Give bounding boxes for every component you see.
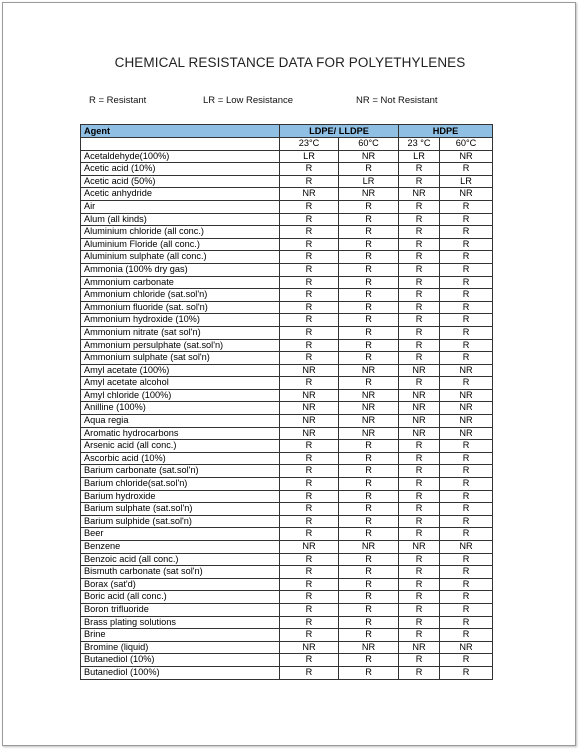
rating-hdpe-23c-cell: R xyxy=(399,465,440,478)
rating-hdpe-23c-cell: NR xyxy=(399,541,440,554)
rating-hdpe-23c-cell: NR xyxy=(399,402,440,415)
table-row xyxy=(81,478,493,491)
table-row xyxy=(81,175,493,188)
rating-hdpe-60c-cell: R xyxy=(440,528,493,541)
rating-ldpe-60c-cell: R xyxy=(339,238,399,251)
rating-ldpe-60c-cell: R xyxy=(339,503,399,516)
table-row xyxy=(81,553,493,566)
rating-ldpe-60c-cell: R xyxy=(339,263,399,276)
page-title: CHEMICAL RESISTANCE DATA FOR POLYETHYLENES xyxy=(114,55,466,70)
rating-hdpe-60c-cell: R xyxy=(440,553,493,566)
rating-hdpe-23c-cell: R xyxy=(399,566,440,579)
rating-ldpe-60c-cell: R xyxy=(339,200,399,213)
rating-ldpe-60c-cell: R xyxy=(339,352,399,365)
table-row xyxy=(81,440,493,453)
agent-name-cell: Butanediol (10%) xyxy=(81,654,280,667)
rating-ldpe-60c-cell: NR xyxy=(339,415,399,428)
rating-hdpe-60c-cell: R xyxy=(440,326,493,339)
rating-ldpe-23c-cell: NR xyxy=(280,389,339,402)
table-row xyxy=(81,415,493,428)
rating-ldpe-60c-cell: R xyxy=(339,616,399,629)
rating-ldpe-60c-cell: R xyxy=(339,289,399,302)
rating-ldpe-23c-cell: R xyxy=(280,301,339,314)
table-row xyxy=(81,301,493,314)
table-row xyxy=(81,629,493,642)
rating-hdpe-60c-cell: R xyxy=(440,616,493,629)
rating-ldpe-60c-cell: NR xyxy=(339,389,399,402)
rating-ldpe-60c-cell: R xyxy=(339,629,399,642)
rating-hdpe-23c-cell: R xyxy=(399,301,440,314)
rating-hdpe-23c-cell: R xyxy=(399,616,440,629)
rating-hdpe-60c-cell: R xyxy=(440,339,493,352)
table-row xyxy=(81,150,493,163)
rating-hdpe-60c-cell: NR xyxy=(440,389,493,402)
rating-hdpe-23c-cell: R xyxy=(399,326,440,339)
rating-ldpe-23c-cell: R xyxy=(280,238,339,251)
legend-not-resistant: NR = Not Resistant xyxy=(356,95,438,106)
rating-ldpe-23c-cell: NR xyxy=(280,364,339,377)
agent-name-cell: Boron trifluoride xyxy=(81,603,280,616)
agent-header: Agent xyxy=(81,125,280,138)
table-row xyxy=(81,591,493,604)
table-row xyxy=(81,503,493,516)
rating-ldpe-60c-cell: NR xyxy=(339,188,399,201)
agent-name-cell: Ammonium fluoride (sat. sol'n) xyxy=(81,301,280,314)
rating-ldpe-23c-cell: NR xyxy=(280,541,339,554)
table-row xyxy=(81,490,493,503)
rating-ldpe-23c-cell: R xyxy=(280,339,339,352)
rating-hdpe-23c-cell: R xyxy=(399,452,440,465)
agent-name-cell: Aromatic hydrocarbons xyxy=(81,427,280,440)
rating-hdpe-60c-cell: NR xyxy=(440,427,493,440)
agent-name-cell: Aqua regia xyxy=(81,415,280,428)
rating-ldpe-23c-cell: R xyxy=(280,515,339,528)
rating-hdpe-60c-cell: R xyxy=(440,490,493,503)
rating-ldpe-23c-cell: NR xyxy=(280,641,339,654)
rating-hdpe-60c-cell: R xyxy=(440,226,493,239)
rating-hdpe-23c-cell: R xyxy=(399,163,440,176)
rating-ldpe-60c-cell: R xyxy=(339,591,399,604)
rating-hdpe-60c-cell: R xyxy=(440,377,493,390)
rating-hdpe-60c-cell: R xyxy=(440,213,493,226)
rating-ldpe-60c-cell: NR xyxy=(339,641,399,654)
rating-ldpe-60c-cell: R xyxy=(339,276,399,289)
legend-resistant: R = Resistant xyxy=(89,95,147,106)
temp-ldpe-60: 60°C xyxy=(339,138,399,151)
agent-name-cell: Alum (all kinds) xyxy=(81,213,280,226)
rating-hdpe-23c-cell: R xyxy=(399,263,440,276)
agent-name-cell: Aluminium sulphate (all conc.) xyxy=(81,251,280,264)
resistance-table xyxy=(80,124,493,680)
rating-hdpe-23c-cell: R xyxy=(399,352,440,365)
agent-name-cell: Bromine (liquid) xyxy=(81,641,280,654)
rating-hdpe-60c-cell: NR xyxy=(440,641,493,654)
rating-hdpe-60c-cell: R xyxy=(440,200,493,213)
hdpe-header: HDPE xyxy=(399,125,493,138)
rating-ldpe-60c-cell: R xyxy=(339,465,399,478)
table-header-row xyxy=(81,125,493,138)
rating-hdpe-60c-cell: NR xyxy=(440,541,493,554)
table-row xyxy=(81,213,493,226)
rating-ldpe-60c-cell: R xyxy=(339,666,399,679)
rating-ldpe-60c-cell: R xyxy=(339,440,399,453)
rating-ldpe-23c-cell: R xyxy=(280,490,339,503)
rating-ldpe-23c-cell: R xyxy=(280,503,339,516)
table-row xyxy=(81,616,493,629)
agent-name-cell: Arsenic acid (all conc.) xyxy=(81,440,280,453)
agent-name-cell: Ammonia (100% dry gas) xyxy=(81,263,280,276)
table-row xyxy=(81,314,493,327)
rating-ldpe-23c-cell: R xyxy=(280,666,339,679)
rating-hdpe-23c-cell: R xyxy=(399,503,440,516)
rating-ldpe-23c-cell: NR xyxy=(280,402,339,415)
rating-hdpe-60c-cell: R xyxy=(440,603,493,616)
rating-ldpe-60c-cell: R xyxy=(339,490,399,503)
table-row xyxy=(81,402,493,415)
rating-ldpe-60c-cell: NR xyxy=(339,150,399,163)
agent-name-cell: Aluminium Floride (all conc.) xyxy=(81,238,280,251)
rating-hdpe-60c-cell: R xyxy=(440,566,493,579)
rating-ldpe-60c-cell: R xyxy=(339,553,399,566)
agent-name-cell: Boric acid (all conc.) xyxy=(81,591,280,604)
rating-ldpe-60c-cell: R xyxy=(339,339,399,352)
rating-hdpe-23c-cell: R xyxy=(399,528,440,541)
rating-hdpe-23c-cell: NR xyxy=(399,415,440,428)
agent-name-cell: Barium chloride(sat.sol'n) xyxy=(81,478,280,491)
document-page xyxy=(2,2,576,746)
ldpe-lldpe-header: LDPE/ LLDPE xyxy=(280,125,399,138)
agent-name-cell: Barium carbonate (sat.sol'n) xyxy=(81,465,280,478)
table-row xyxy=(81,566,493,579)
rating-hdpe-60c-cell: R xyxy=(440,452,493,465)
temp-hdpe-60: 60°C xyxy=(440,138,493,151)
table-row xyxy=(81,528,493,541)
rating-ldpe-23c-cell: R xyxy=(280,314,339,327)
table-row xyxy=(81,427,493,440)
table-row xyxy=(81,364,493,377)
rating-hdpe-23c-cell: R xyxy=(399,226,440,239)
rating-hdpe-23c-cell: NR xyxy=(399,188,440,201)
table-row xyxy=(81,578,493,591)
agent-name-cell: Ammonium nitrate (sat sol'n) xyxy=(81,326,280,339)
rating-ldpe-23c-cell: R xyxy=(280,629,339,642)
agent-name-cell: Barium sulphide (sat.sol'n) xyxy=(81,515,280,528)
rating-ldpe-23c-cell: R xyxy=(280,163,339,176)
temperature-row-blank xyxy=(81,138,280,151)
rating-hdpe-60c-cell: R xyxy=(440,503,493,516)
temp-ldpe-23: 23°C xyxy=(280,138,339,151)
rating-hdpe-23c-cell: R xyxy=(399,251,440,264)
table-row xyxy=(81,200,493,213)
rating-ldpe-23c-cell: R xyxy=(280,200,339,213)
rating-ldpe-23c-cell: NR xyxy=(280,188,339,201)
rating-ldpe-60c-cell: R xyxy=(339,478,399,491)
table-row xyxy=(81,339,493,352)
rating-ldpe-23c-cell: R xyxy=(280,377,339,390)
rating-ldpe-23c-cell: R xyxy=(280,452,339,465)
rating-ldpe-60c-cell: NR xyxy=(339,402,399,415)
agent-name-cell: Ammonium hydroxide (10%) xyxy=(81,314,280,327)
table-row xyxy=(81,389,493,402)
agent-name-cell: Benzoic acid (all conc.) xyxy=(81,553,280,566)
agent-name-cell: Borax (sat'd) xyxy=(81,578,280,591)
rating-hdpe-23c-cell: NR xyxy=(399,389,440,402)
temperature-row xyxy=(81,138,493,151)
rating-hdpe-60c-cell: R xyxy=(440,352,493,365)
rating-ldpe-60c-cell: R xyxy=(339,654,399,667)
agent-name-cell: Air xyxy=(81,200,280,213)
rating-hdpe-60c-cell: NR xyxy=(440,150,493,163)
rating-ldpe-60c-cell: NR xyxy=(339,541,399,554)
table-row xyxy=(81,654,493,667)
table-row xyxy=(81,641,493,654)
rating-ldpe-60c-cell: R xyxy=(339,213,399,226)
agent-name-cell: Beer xyxy=(81,528,280,541)
rating-hdpe-60c-cell: NR xyxy=(440,415,493,428)
agent-name-cell: Aluminium chloride (all conc.) xyxy=(81,226,280,239)
rating-hdpe-23c-cell: R xyxy=(399,377,440,390)
table-row xyxy=(81,289,493,302)
rating-ldpe-23c-cell: NR xyxy=(280,415,339,428)
table-row xyxy=(81,603,493,616)
rating-ldpe-23c-cell: R xyxy=(280,566,339,579)
rating-hdpe-23c-cell: NR xyxy=(399,427,440,440)
agent-name-cell: Amyl acetate (100%) xyxy=(81,364,280,377)
agent-name-cell: Barium hydroxide xyxy=(81,490,280,503)
agent-name-cell: Amyl acetate alcohol xyxy=(81,377,280,390)
rating-ldpe-23c-cell: R xyxy=(280,175,339,188)
rating-hdpe-60c-cell: R xyxy=(440,578,493,591)
rating-ldpe-60c-cell: R xyxy=(339,528,399,541)
table-row xyxy=(81,377,493,390)
table-row xyxy=(81,666,493,679)
rating-hdpe-23c-cell: R xyxy=(399,440,440,453)
rating-ldpe-60c-cell: R xyxy=(339,603,399,616)
rating-ldpe-60c-cell: R xyxy=(339,314,399,327)
temp-hdpe-23: 23 °C xyxy=(399,138,440,151)
agent-name-cell: Acetic acid (50%) xyxy=(81,175,280,188)
rating-ldpe-23c-cell: R xyxy=(280,440,339,453)
rating-hdpe-23c-cell: R xyxy=(399,478,440,491)
rating-ldpe-60c-cell: NR xyxy=(339,427,399,440)
rating-hdpe-23c-cell: R xyxy=(399,578,440,591)
legend-low-resistance: LR = Low Resistance xyxy=(203,95,294,106)
agent-name-cell: Barium sulphate (sat.sol'n) xyxy=(81,503,280,516)
rating-hdpe-60c-cell: R xyxy=(440,289,493,302)
rating-hdpe-23c-cell: R xyxy=(399,654,440,667)
rating-hdpe-23c-cell: R xyxy=(399,289,440,302)
rating-ldpe-23c-cell: R xyxy=(280,465,339,478)
rating-hdpe-23c-cell: R xyxy=(399,213,440,226)
rating-hdpe-60c-cell: R xyxy=(440,301,493,314)
agent-name-cell: Amyl chloride (100%) xyxy=(81,389,280,402)
rating-ldpe-23c-cell: R xyxy=(280,528,339,541)
rating-hdpe-60c-cell: R xyxy=(440,251,493,264)
rating-hdpe-23c-cell: R xyxy=(399,515,440,528)
agent-name-cell: Brass plating solutions xyxy=(81,616,280,629)
rating-ldpe-60c-cell: R xyxy=(339,251,399,264)
rating-ldpe-23c-cell: R xyxy=(280,263,339,276)
table-row xyxy=(81,326,493,339)
rating-hdpe-60c-cell: R xyxy=(440,591,493,604)
rating-hdpe-60c-cell: NR xyxy=(440,402,493,415)
rating-ldpe-60c-cell: NR xyxy=(339,364,399,377)
agent-name-cell: Ammonium sulphate (sat sol'n) xyxy=(81,352,280,365)
rating-hdpe-23c-cell: R xyxy=(399,629,440,642)
rating-hdpe-23c-cell: NR xyxy=(399,364,440,377)
rating-ldpe-23c-cell: R xyxy=(280,213,339,226)
agent-name-cell: Acetic acid (10%) xyxy=(81,163,280,176)
table-row xyxy=(81,251,493,264)
rating-ldpe-60c-cell: R xyxy=(339,578,399,591)
agent-name-cell: Ascorbic acid (10%) xyxy=(81,452,280,465)
rating-ldpe-23c-cell: R xyxy=(280,578,339,591)
rating-hdpe-23c-cell: R xyxy=(399,490,440,503)
table-row xyxy=(81,188,493,201)
table-row xyxy=(81,352,493,365)
rating-hdpe-60c-cell: NR xyxy=(440,364,493,377)
agent-name-cell: Ammonium chloride (sat.sol'n) xyxy=(81,289,280,302)
rating-ldpe-23c-cell: R xyxy=(280,591,339,604)
rating-ldpe-23c-cell: R xyxy=(280,603,339,616)
rating-hdpe-23c-cell: R xyxy=(399,553,440,566)
rating-ldpe-23c-cell: NR xyxy=(280,427,339,440)
rating-hdpe-60c-cell: R xyxy=(440,629,493,642)
rating-ldpe-23c-cell: R xyxy=(280,654,339,667)
rating-hdpe-60c-cell: LR xyxy=(440,175,493,188)
table-row xyxy=(81,226,493,239)
rating-ldpe-60c-cell: R xyxy=(339,226,399,239)
rating-ldpe-60c-cell: LR xyxy=(339,175,399,188)
rating-hdpe-23c-cell: NR xyxy=(399,641,440,654)
rating-hdpe-60c-cell: R xyxy=(440,654,493,667)
rating-ldpe-60c-cell: R xyxy=(339,377,399,390)
rating-ldpe-60c-cell: R xyxy=(339,301,399,314)
rating-hdpe-60c-cell: R xyxy=(440,465,493,478)
rating-hdpe-23c-cell: R xyxy=(399,175,440,188)
table-row xyxy=(81,163,493,176)
rating-hdpe-60c-cell: R xyxy=(440,666,493,679)
rating-hdpe-23c-cell: LR xyxy=(399,150,440,163)
rating-ldpe-23c-cell: LR xyxy=(280,150,339,163)
rating-ldpe-60c-cell: R xyxy=(339,452,399,465)
rating-ldpe-23c-cell: R xyxy=(280,616,339,629)
agent-name-cell: Butanediol (100%) xyxy=(81,666,280,679)
rating-ldpe-23c-cell: R xyxy=(280,553,339,566)
rating-ldpe-60c-cell: R xyxy=(339,163,399,176)
agent-name-cell: Bismuth carbonate (sat sol'n) xyxy=(81,566,280,579)
rating-ldpe-23c-cell: R xyxy=(280,352,339,365)
rating-ldpe-23c-cell: R xyxy=(280,326,339,339)
rating-hdpe-60c-cell: NR xyxy=(440,188,493,201)
rating-hdpe-23c-cell: R xyxy=(399,276,440,289)
rating-hdpe-23c-cell: R xyxy=(399,339,440,352)
agent-name-cell: Acetic anhydride xyxy=(81,188,280,201)
rating-hdpe-60c-cell: R xyxy=(440,238,493,251)
table-row xyxy=(81,452,493,465)
rating-hdpe-23c-cell: R xyxy=(399,238,440,251)
rating-ldpe-23c-cell: R xyxy=(280,251,339,264)
agent-name-cell: Benzene xyxy=(81,541,280,554)
table-row xyxy=(81,541,493,554)
agent-name-cell: Brine xyxy=(81,629,280,642)
rating-hdpe-60c-cell: R xyxy=(440,515,493,528)
rating-hdpe-60c-cell: R xyxy=(440,314,493,327)
rating-ldpe-60c-cell: R xyxy=(339,326,399,339)
rating-hdpe-23c-cell: R xyxy=(399,314,440,327)
rating-hdpe-23c-cell: R xyxy=(399,591,440,604)
rating-hdpe-60c-cell: R xyxy=(440,478,493,491)
agent-name-cell: Acetaldehyde(100%) xyxy=(81,150,280,163)
rating-ldpe-23c-cell: R xyxy=(280,276,339,289)
agent-name-cell: Ammonium carbonate xyxy=(81,276,280,289)
agent-name-cell: Ammonium persulphate (sat.sol'n) xyxy=(81,339,280,352)
table-row xyxy=(81,465,493,478)
rating-hdpe-60c-cell: R xyxy=(440,276,493,289)
rating-ldpe-60c-cell: R xyxy=(339,566,399,579)
rating-ldpe-60c-cell: R xyxy=(339,515,399,528)
rating-hdpe-23c-cell: R xyxy=(399,666,440,679)
rating-hdpe-60c-cell: R xyxy=(440,163,493,176)
rating-ldpe-23c-cell: R xyxy=(280,289,339,302)
agent-name-cell: Anilline (100%) xyxy=(81,402,280,415)
table-row xyxy=(81,238,493,251)
rating-hdpe-60c-cell: R xyxy=(440,440,493,453)
rating-hdpe-23c-cell: R xyxy=(399,200,440,213)
table-row xyxy=(81,263,493,276)
rating-ldpe-23c-cell: R xyxy=(280,478,339,491)
table-row xyxy=(81,515,493,528)
rating-hdpe-23c-cell: R xyxy=(399,603,440,616)
table-row xyxy=(81,276,493,289)
rating-ldpe-23c-cell: R xyxy=(280,226,339,239)
rating-hdpe-60c-cell: R xyxy=(440,263,493,276)
